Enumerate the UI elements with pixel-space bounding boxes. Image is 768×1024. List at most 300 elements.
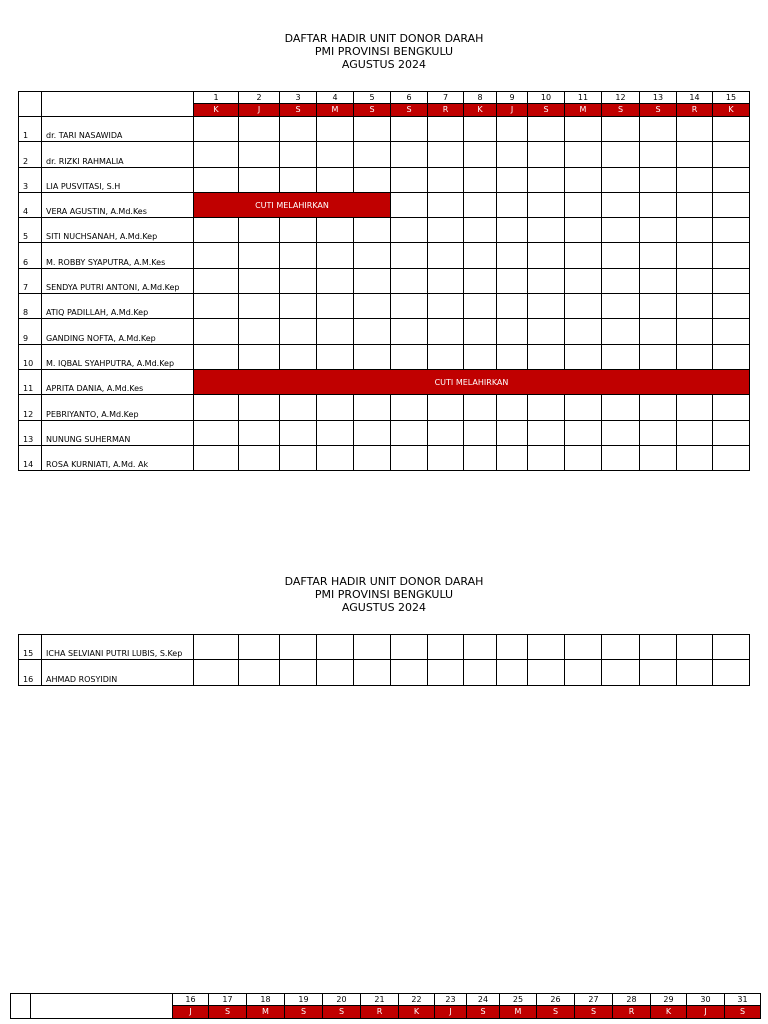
staff-name: VERA AGUSTIN, A.Md.Kes — [42, 192, 194, 217]
day-number: 5 — [354, 92, 391, 104]
day-number: 28 — [613, 994, 651, 1006]
day-number: 23 — [435, 994, 467, 1006]
day-number-row — [19, 92, 750, 104]
table-row — [19, 635, 750, 660]
attendance-cell[interactable] — [528, 445, 565, 470]
attendance-cell[interactable] — [677, 660, 713, 685]
attendance-cell[interactable] — [528, 319, 565, 344]
row-number: 13 — [19, 420, 42, 445]
table-row — [19, 243, 750, 268]
attendance-cell[interactable] — [464, 395, 497, 420]
attendance-cell[interactable] — [713, 395, 750, 420]
staff-name: PEBRIYANTO, A.Md.Kep — [42, 395, 194, 420]
attendance-cell[interactable] — [354, 294, 391, 319]
weekday-letter: S — [725, 1006, 761, 1019]
weekday-letter: K — [713, 104, 750, 117]
attendance-cell[interactable] — [565, 192, 602, 217]
weekday-letter: M — [500, 1006, 537, 1019]
attendance-cell[interactable] — [428, 117, 464, 142]
attendance-cell[interactable] — [280, 319, 317, 344]
attendance-cell[interactable] — [354, 445, 391, 470]
weekday-letter: S — [537, 1006, 575, 1019]
day-number: 27 — [575, 994, 613, 1006]
attendance-cell[interactable] — [602, 635, 640, 660]
attendance-cell[interactable] — [280, 268, 317, 293]
attendance-cell[interactable] — [428, 445, 464, 470]
staff-name: dr. RIZKI RAHMALIA — [42, 142, 194, 167]
attendance-cell[interactable] — [677, 344, 713, 369]
attendance-cell[interactable] — [565, 395, 602, 420]
attendance-cell[interactable] — [677, 142, 713, 167]
day-number: 3 — [280, 92, 317, 104]
attendance-cell[interactable] — [497, 142, 528, 167]
attendance-cell[interactable] — [354, 420, 391, 445]
day-number: 2 — [239, 92, 280, 104]
attendance-cell[interactable] — [497, 294, 528, 319]
attendance-cell[interactable] — [528, 268, 565, 293]
attendance-cell[interactable] — [239, 117, 280, 142]
attendance-cell[interactable] — [239, 445, 280, 470]
attendance-cell[interactable] — [317, 294, 354, 319]
attendance-cell[interactable] — [391, 117, 428, 142]
day-number: 19 — [285, 994, 323, 1006]
attendance-cell[interactable] — [602, 319, 640, 344]
attendance-cell[interactable] — [280, 167, 317, 192]
row-number: 10 — [19, 344, 42, 369]
attendance-title-2 — [0, 575, 768, 614]
attendance-cell[interactable] — [391, 319, 428, 344]
attendance-cell[interactable] — [464, 635, 497, 660]
attendance-cell[interactable] — [464, 344, 497, 369]
attendance-cell[interactable] — [391, 294, 428, 319]
attendance-cell[interactable] — [640, 192, 677, 217]
attendance-cell[interactable] — [239, 660, 280, 685]
weekday-letter: R — [361, 1006, 399, 1019]
attendance-cell[interactable] — [428, 167, 464, 192]
attendance-cell[interactable] — [280, 344, 317, 369]
attendance-cell[interactable] — [713, 117, 750, 142]
attendance-cell[interactable] — [677, 395, 713, 420]
attendance-cell[interactable] — [528, 243, 565, 268]
header-name-cell — [31, 994, 173, 1019]
attendance-cell[interactable] — [428, 243, 464, 268]
attendance-cell[interactable] — [565, 660, 602, 685]
attendance-cell[interactable] — [317, 344, 354, 369]
attendance-cell[interactable] — [354, 268, 391, 293]
attendance-cell[interactable] — [464, 192, 497, 217]
attendance-cell[interactable] — [497, 344, 528, 369]
title-line-province: PMI PROVINSI BENGKULU — [314, 588, 454, 601]
attendance-cell[interactable] — [317, 117, 354, 142]
attendance-cell[interactable] — [354, 319, 391, 344]
attendance-cell[interactable] — [194, 660, 239, 685]
attendance-cell[interactable] — [354, 117, 391, 142]
attendance-cell[interactable] — [317, 319, 354, 344]
day-number: 4 — [317, 92, 354, 104]
row-number: 8 — [19, 294, 42, 319]
attendance-cell[interactable] — [713, 243, 750, 268]
attendance-cell[interactable] — [317, 243, 354, 268]
attendance-cell[interactable] — [354, 395, 391, 420]
attendance-cell[interactable] — [565, 420, 602, 445]
attendance-cell[interactable] — [194, 294, 239, 319]
staff-name: ICHA SELVIANI PUTRI LUBIS, S.Kep — [42, 635, 194, 660]
staff-name: dr. TARI NASAWIDA — [42, 117, 194, 142]
attendance-cell[interactable] — [194, 344, 239, 369]
attendance-cell[interactable] — [528, 294, 565, 319]
attendance-cell[interactable] — [317, 395, 354, 420]
attendance-cell[interactable] — [677, 192, 713, 217]
weekday-letter: M — [317, 104, 354, 117]
attendance-cell[interactable] — [391, 344, 428, 369]
attendance-cell[interactable] — [317, 167, 354, 192]
attendance-cell[interactable] — [713, 268, 750, 293]
attendance-cell[interactable] — [464, 319, 497, 344]
staff-name: AHMAD ROSYIDIN — [42, 660, 194, 685]
attendance-cell[interactable] — [464, 660, 497, 685]
row-number: 14 — [19, 445, 42, 470]
attendance-cell[interactable] — [640, 142, 677, 167]
attendance-cell[interactable] — [239, 294, 280, 319]
attendance-cell[interactable] — [428, 142, 464, 167]
day-number: 17 — [209, 994, 247, 1006]
title-line-period: AGUSTUS 2024 — [341, 601, 427, 614]
attendance-cell[interactable] — [464, 218, 497, 243]
attendance-cell[interactable] — [497, 218, 528, 243]
attendance-cell[interactable] — [497, 167, 528, 192]
attendance-cell[interactable] — [280, 243, 317, 268]
attendance-cell[interactable] — [280, 635, 317, 660]
day-number: 30 — [687, 994, 725, 1006]
attendance-cell[interactable] — [640, 660, 677, 685]
attendance-cell[interactable] — [497, 268, 528, 293]
attendance-cell[interactable] — [428, 192, 464, 217]
attendance-cell[interactable] — [565, 167, 602, 192]
day-number: 15 — [713, 92, 750, 104]
attendance-cell[interactable] — [464, 167, 497, 192]
attendance-cell[interactable] — [640, 294, 677, 319]
weekday-letter: S — [323, 1006, 361, 1019]
attendance-cell[interactable] — [194, 117, 239, 142]
attendance-cell[interactable] — [602, 660, 640, 685]
attendance-cell[interactable] — [497, 635, 528, 660]
attendance-cell[interactable] — [565, 344, 602, 369]
attendance-cell[interactable] — [497, 117, 528, 142]
attendance-cell[interactable] — [640, 268, 677, 293]
attendance-cell[interactable] — [280, 117, 317, 142]
attendance-cell[interactable] — [565, 117, 602, 142]
attendance-cell[interactable] — [391, 395, 428, 420]
attendance-cell[interactable] — [317, 142, 354, 167]
day-number: 29 — [651, 994, 687, 1006]
attendance-cell[interactable] — [528, 660, 565, 685]
attendance-cell[interactable] — [602, 218, 640, 243]
attendance-cell[interactable] — [713, 167, 750, 192]
attendance-cell[interactable] — [280, 294, 317, 319]
attendance-cell[interactable] — [497, 445, 528, 470]
header-name-cell — [42, 92, 194, 117]
attendance-cell[interactable] — [640, 117, 677, 142]
row-number: 15 — [19, 635, 42, 660]
attendance-cell[interactable] — [464, 445, 497, 470]
attendance-cell[interactable] — [565, 319, 602, 344]
attendance-cell[interactable] — [239, 319, 280, 344]
attendance-cell[interactable] — [391, 635, 428, 660]
attendance-cell[interactable] — [677, 319, 713, 344]
attendance-cell[interactable] — [565, 142, 602, 167]
attendance-cell[interactable] — [602, 117, 640, 142]
attendance-cell[interactable] — [194, 167, 239, 192]
attendance-cell[interactable] — [391, 445, 428, 470]
attendance-cell[interactable] — [602, 268, 640, 293]
weekday-letter: S — [391, 104, 428, 117]
attendance-cell[interactable] — [464, 294, 497, 319]
table-row — [19, 294, 750, 319]
attendance-cell[interactable] — [354, 218, 391, 243]
attendance-cell[interactable] — [640, 635, 677, 660]
attendance-cell[interactable] — [354, 344, 391, 369]
attendance-cell[interactable] — [194, 395, 239, 420]
attendance-cell[interactable] — [713, 142, 750, 167]
attendance-title-1 — [0, 32, 768, 71]
attendance-cell[interactable] — [391, 218, 428, 243]
attendance-cell[interactable] — [280, 218, 317, 243]
attendance-cell[interactable] — [391, 268, 428, 293]
attendance-cell[interactable] — [280, 445, 317, 470]
day-number: 31 — [725, 994, 761, 1006]
attendance-cell[interactable] — [565, 218, 602, 243]
day-number: 8 — [464, 92, 497, 104]
attendance-cell[interactable] — [602, 344, 640, 369]
attendance-cell[interactable] — [280, 395, 317, 420]
attendance-cell[interactable] — [528, 192, 565, 217]
attendance-cell[interactable] — [640, 319, 677, 344]
attendance-cell[interactable] — [194, 243, 239, 268]
attendance-cell[interactable] — [239, 420, 280, 445]
day-number: 7 — [428, 92, 464, 104]
attendance-cell[interactable] — [391, 660, 428, 685]
attendance-cell[interactable] — [354, 243, 391, 268]
attendance-cell[interactable] — [194, 420, 239, 445]
attendance-cell[interactable] — [317, 420, 354, 445]
attendance-cell[interactable] — [239, 142, 280, 167]
attendance-cell[interactable] — [317, 218, 354, 243]
attendance-cell[interactable] — [239, 344, 280, 369]
weekday-letter: S — [354, 104, 391, 117]
attendance-cell[interactable] — [602, 192, 640, 217]
attendance-cell[interactable] — [428, 420, 464, 445]
attendance-cell[interactable] — [677, 635, 713, 660]
attendance-cell[interactable] — [528, 167, 565, 192]
weekday-letter: J — [435, 1006, 467, 1019]
attendance-cell[interactable] — [239, 167, 280, 192]
attendance-cell[interactable] — [640, 167, 677, 192]
attendance-cell[interactable] — [713, 420, 750, 445]
weekday-letter: R — [677, 104, 713, 117]
attendance-cell[interactable] — [239, 395, 280, 420]
attendance-cell[interactable] — [713, 192, 750, 217]
row-number: 6 — [19, 243, 42, 268]
day-number: 24 — [467, 994, 500, 1006]
attendance-cell[interactable] — [464, 142, 497, 167]
attendance-cell[interactable] — [391, 192, 428, 217]
attendance-cell[interactable] — [464, 117, 497, 142]
attendance-cell[interactable] — [713, 635, 750, 660]
attendance-cell[interactable] — [280, 660, 317, 685]
attendance-cell[interactable] — [239, 635, 280, 660]
weekday-letter: S — [467, 1006, 500, 1019]
attendance-cell[interactable] — [640, 445, 677, 470]
weekday-letter: S — [285, 1006, 323, 1019]
attendance-cell[interactable] — [317, 660, 354, 685]
attendance-cell[interactable] — [528, 142, 565, 167]
attendance-cell[interactable] — [602, 395, 640, 420]
weekday-letter: R — [613, 1006, 651, 1019]
attendance-cell[interactable] — [497, 420, 528, 445]
row-number: 12 — [19, 395, 42, 420]
table-row — [19, 218, 750, 243]
attendance-cell[interactable] — [239, 218, 280, 243]
attendance-cell[interactable] — [317, 635, 354, 660]
attendance-cell[interactable] — [280, 142, 317, 167]
attendance-cell[interactable] — [428, 218, 464, 243]
attendance-cell[interactable] — [565, 268, 602, 293]
attendance-cell[interactable] — [677, 420, 713, 445]
attendance-cell[interactable] — [602, 294, 640, 319]
attendance-cell[interactable] — [354, 635, 391, 660]
table-row — [19, 319, 750, 344]
weekday-letter: J — [239, 104, 280, 117]
attendance-cell[interactable] — [428, 344, 464, 369]
title-line-period: AGUSTUS 2024 — [341, 58, 427, 71]
header-no-cell — [11, 994, 31, 1019]
attendance-cell[interactable] — [464, 268, 497, 293]
attendance-cell[interactable] — [280, 420, 317, 445]
attendance-cell[interactable] — [528, 395, 565, 420]
attendance-cell[interactable] — [428, 268, 464, 293]
row-number: 11 — [19, 369, 42, 394]
attendance-cell[interactable] — [640, 420, 677, 445]
attendance-cell[interactable] — [497, 660, 528, 685]
attendance-cell[interactable] — [713, 218, 750, 243]
attendance-cell[interactable] — [602, 445, 640, 470]
attendance-cell[interactable] — [528, 117, 565, 142]
attendance-cell[interactable] — [428, 660, 464, 685]
attendance-cell[interactable] — [602, 142, 640, 167]
attendance-cell[interactable] — [677, 218, 713, 243]
attendance-cell[interactable] — [428, 319, 464, 344]
weekday-letter: M — [247, 1006, 285, 1019]
attendance-table-3-header — [10, 993, 761, 1019]
attendance-cell[interactable] — [194, 218, 239, 243]
attendance-cell[interactable] — [194, 635, 239, 660]
attendance-cell[interactable] — [194, 142, 239, 167]
attendance-cell[interactable] — [677, 167, 713, 192]
attendance-cell[interactable] — [713, 294, 750, 319]
attendance-cell[interactable] — [464, 243, 497, 268]
weekday-letter: K — [651, 1006, 687, 1019]
day-number: 6 — [391, 92, 428, 104]
attendance-cell[interactable] — [677, 294, 713, 319]
attendance-cell[interactable] — [677, 117, 713, 142]
attendance-cell[interactable] — [565, 243, 602, 268]
attendance-cell[interactable] — [528, 420, 565, 445]
attendance-cell[interactable] — [428, 395, 464, 420]
attendance-cell[interactable] — [677, 445, 713, 470]
attendance-cell[interactable] — [528, 635, 565, 660]
day-number: 22 — [399, 994, 435, 1006]
title-line-org: DAFTAR HADIR UNIT DONOR DARAH — [284, 32, 484, 45]
attendance-cell[interactable] — [194, 445, 239, 470]
attendance-cell[interactable] — [713, 445, 750, 470]
attendance-cell[interactable] — [391, 142, 428, 167]
attendance-cell[interactable] — [640, 243, 677, 268]
attendance-cell[interactable] — [677, 243, 713, 268]
attendance-cell[interactable] — [354, 660, 391, 685]
attendance-cell[interactable] — [602, 243, 640, 268]
attendance-cell[interactable] — [677, 268, 713, 293]
attendance-cell[interactable] — [354, 142, 391, 167]
attendance-cell[interactable] — [528, 218, 565, 243]
attendance-cell[interactable] — [602, 167, 640, 192]
attendance-cell[interactable] — [602, 420, 640, 445]
attendance-cell[interactable] — [391, 167, 428, 192]
staff-name: APRITA DANIA, A.Md.Kes — [42, 369, 194, 394]
attendance-cell[interactable] — [354, 167, 391, 192]
attendance-cell[interactable] — [464, 420, 497, 445]
day-number: 21 — [361, 994, 399, 1006]
table-row — [19, 167, 750, 192]
attendance-cell[interactable] — [194, 268, 239, 293]
attendance-cell[interactable] — [640, 395, 677, 420]
attendance-cell[interactable] — [497, 192, 528, 217]
attendance-cell[interactable] — [565, 635, 602, 660]
attendance-cell[interactable] — [497, 395, 528, 420]
title-line-org: DAFTAR HADIR UNIT DONOR DARAH — [284, 575, 484, 588]
attendance-cell[interactable] — [317, 445, 354, 470]
attendance-table-2 — [18, 634, 750, 686]
attendance-cell[interactable] — [713, 660, 750, 685]
attendance-cell[interactable] — [317, 268, 354, 293]
attendance-cell[interactable] — [194, 319, 239, 344]
attendance-cell[interactable] — [391, 420, 428, 445]
attendance-cell[interactable] — [428, 294, 464, 319]
attendance-cell[interactable] — [428, 635, 464, 660]
table-row — [19, 142, 750, 167]
attendance-cell[interactable] — [713, 319, 750, 344]
attendance-cell[interactable] — [497, 243, 528, 268]
attendance-cell[interactable] — [713, 344, 750, 369]
attendance-cell[interactable] — [640, 344, 677, 369]
row-number: 2 — [19, 142, 42, 167]
attendance-cell[interactable] — [239, 243, 280, 268]
attendance-cell[interactable] — [528, 344, 565, 369]
attendance-cell[interactable] — [239, 268, 280, 293]
day-number-row — [11, 994, 761, 1006]
weekday-letter: S — [280, 104, 317, 117]
attendance-cell[interactable] — [497, 319, 528, 344]
row-number: 3 — [19, 167, 42, 192]
staff-name: SENDYA PUTRI ANTONI, A.Md.Kep — [42, 268, 194, 293]
title-line-province: PMI PROVINSI BENGKULU — [314, 45, 454, 58]
weekday-letter: K — [464, 104, 497, 117]
leave-block: CUTI MELAHIRKAN — [194, 192, 391, 217]
attendance-cell[interactable] — [640, 218, 677, 243]
attendance-cell[interactable] — [391, 243, 428, 268]
day-number: 14 — [677, 92, 713, 104]
attendance-cell[interactable] — [565, 445, 602, 470]
attendance-cell[interactable] — [565, 294, 602, 319]
